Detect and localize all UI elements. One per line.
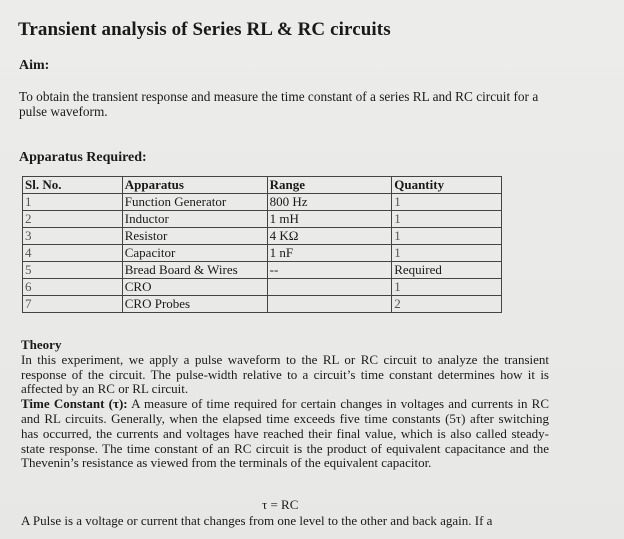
cell-sl-no: 4 (23, 245, 123, 262)
header-range: Range (267, 177, 392, 194)
table-header-row (23, 177, 502, 194)
cell-sl-no: 2 (23, 211, 123, 228)
cell-sl-no: 3 (23, 228, 123, 245)
table-row (23, 228, 502, 245)
cell-sl-no: 5 (23, 262, 123, 279)
aim-text: To obtain the transient response and measure the time constant of a series RL and RC circuit for a pulse waveform. (19, 89, 539, 119)
cell-range (267, 279, 392, 296)
header-quantity: Quantity (392, 177, 502, 194)
cell-apparatus: Inductor (122, 211, 267, 228)
cell-quantity: Required (392, 262, 502, 279)
time-constant-text: A measure of time required for certain changes in voltages and currents in RC and RL circuits. Generally, when the elapsed time exceeds five time constants (5τ) after switching has occurred, the currents and voltages have reached their final value, which is also called steady-state response. The time constant of an RC circuit is the product of equivalent capacitance and the Thevenin’s resistance as viewed from the terminals of the equivalent capacitor. (21, 396, 549, 471)
cell-apparatus: CRO Probes (122, 296, 267, 313)
theory-section (21, 338, 549, 471)
cell-quantity: 2 (392, 296, 502, 313)
document-title: Transient analysis of Series RL & RC circuits (18, 19, 391, 40)
cell-apparatus: Capacitor (122, 245, 267, 262)
cell-range: 800 Hz (267, 194, 392, 211)
aim-heading: Aim: (19, 58, 50, 73)
cell-apparatus: Function Generator (122, 194, 267, 211)
time-constant-formula: τ = RC (262, 497, 299, 512)
cell-quantity: 1 (392, 279, 502, 296)
table-row (23, 211, 502, 228)
cell-range: -- (267, 262, 392, 279)
table-row (23, 245, 502, 262)
cell-sl-no: 7 (23, 296, 123, 313)
cell-range (267, 296, 392, 313)
pulse-paragraph: A Pulse is a voltage or current that changes from one level to the other and back again. If a (21, 513, 493, 528)
cell-quantity: 1 (392, 228, 502, 245)
cell-range: 1 nF (267, 245, 392, 262)
header-sl-no: Sl. No. (23, 177, 123, 194)
cell-apparatus: CRO (122, 279, 267, 296)
cell-sl-no: 6 (23, 279, 123, 296)
cell-apparatus: Resistor (122, 228, 267, 245)
cell-range: 1 mH (267, 211, 392, 228)
theory-paragraph: In this experiment, we apply a pulse waveform to the RL or RC circuit to analyze the transient response of the circuit. The pulse-width relative to a circuit’s time constant determines how it is affected by an RC or RL circuit. (21, 351, 549, 397)
cell-apparatus: Bread Board & Wires (122, 262, 267, 279)
cell-quantity: 1 (392, 245, 502, 262)
apparatus-heading: Apparatus Required: (19, 150, 147, 165)
cell-range: 4 KΩ (267, 228, 392, 245)
theory-heading: Theory (21, 337, 62, 352)
header-apparatus: Apparatus (122, 177, 267, 194)
table-row (23, 194, 502, 211)
table-row (23, 262, 502, 279)
table-row (23, 296, 502, 313)
time-constant-paragraph (21, 397, 549, 471)
cell-sl-no: 1 (23, 194, 123, 211)
time-constant-label: Time Constant (τ): (21, 396, 128, 412)
cell-quantity: 1 (392, 211, 502, 228)
cell-quantity: 1 (392, 194, 502, 211)
apparatus-table (22, 176, 502, 313)
table-row (23, 279, 502, 296)
